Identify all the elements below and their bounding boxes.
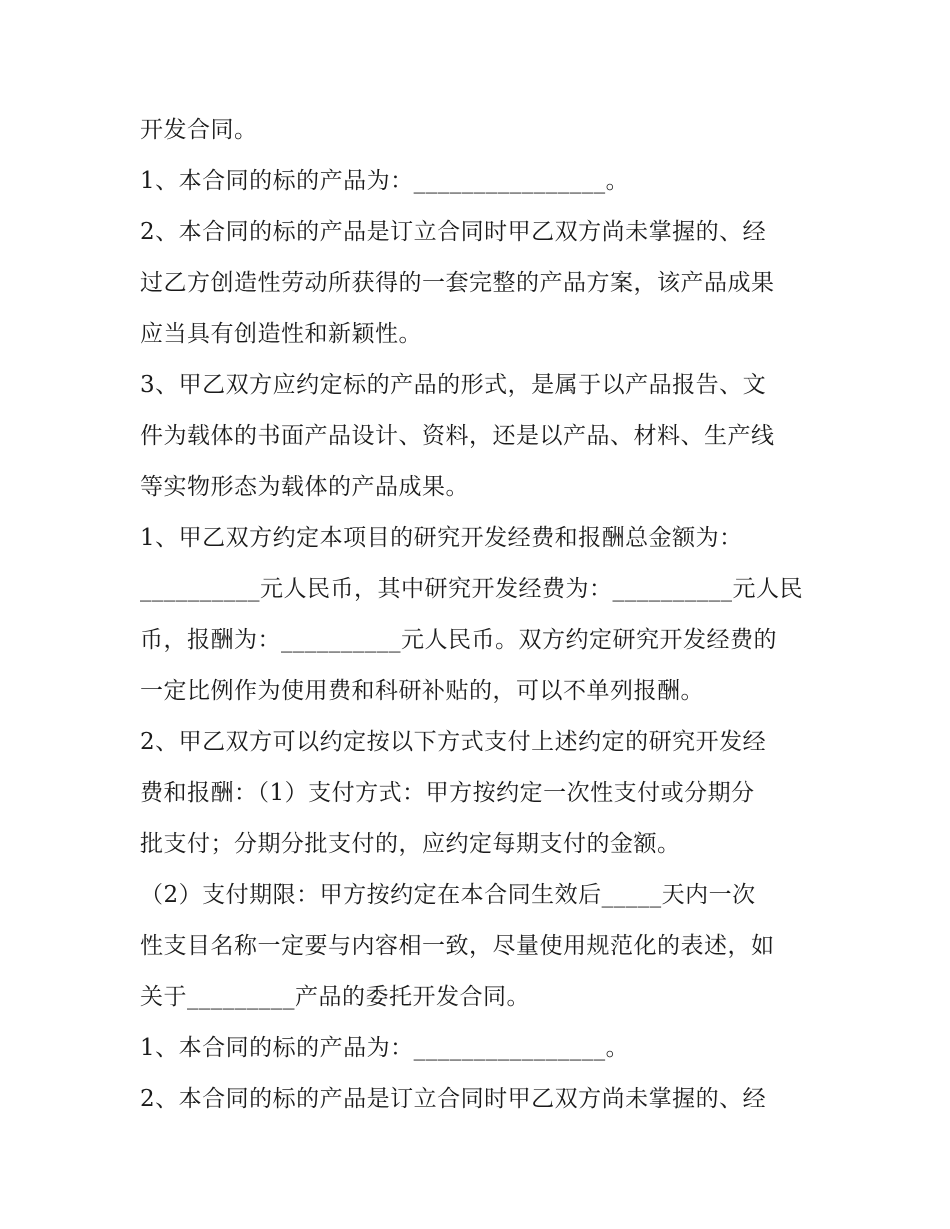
text-line: （2）支付期限：甲方按约定在本合同生效后_____天内一次 (140, 882, 756, 908)
text-line: 2、本合同的标的产品是订立合同时甲乙双方尚未掌握的、经 (140, 1086, 767, 1112)
text-line: 应当具有创造性和新颖性。 (140, 321, 422, 347)
text-line: 性支目名称一定要与内容相一致，尽量使用规范化的表述，如 (140, 933, 775, 959)
text-line: 2、甲乙双方可以约定按以下方式支付上述约定的研究开发经 (140, 729, 767, 755)
text-line: 关于_________产品的委托开发合同。 (140, 984, 530, 1010)
text-line: 等实物形态为载体的产品成果。 (140, 474, 469, 500)
text-line: 件为载体的书面产品设计、资料，还是以产品、材料、生产线 (140, 423, 775, 449)
text-line: 2、本合同的标的产品是订立合同时甲乙双方尚未掌握的、经 (140, 219, 767, 245)
text-line: 一定比例作为使用费和科研补贴的，可以不单列报酬。 (140, 678, 704, 704)
document-body (140, 105, 820, 1125)
text-line: 币，报酬为：__________元人民币。双方约定研究开发经费的 (140, 627, 777, 653)
text-line: 开发合同。 (140, 117, 258, 143)
text-line: 过乙方创造性劳动所获得的一套完整的产品方案，该产品成果 (140, 270, 775, 296)
text-line: 1、本合同的标的产品为：________________。 (140, 1035, 630, 1061)
text-line: 费和报酬：（1）支付方式：甲方按约定一次性支付或分期分 (140, 780, 755, 806)
text-line: 3、甲乙双方应约定标的产品的形式，是属于以产品报告、文 (140, 372, 767, 398)
text-line: 1、本合同的标的产品为：________________。 (140, 168, 630, 194)
text-line: __________元人民币，其中研究开发经费为：__________元人民 (140, 576, 803, 602)
text-line: 批支付；分期分批支付的，应约定每期支付的金额。 (140, 831, 681, 857)
text-line: 1、甲乙双方约定本项目的研究开发经费和报酬总金额为： (140, 525, 743, 551)
